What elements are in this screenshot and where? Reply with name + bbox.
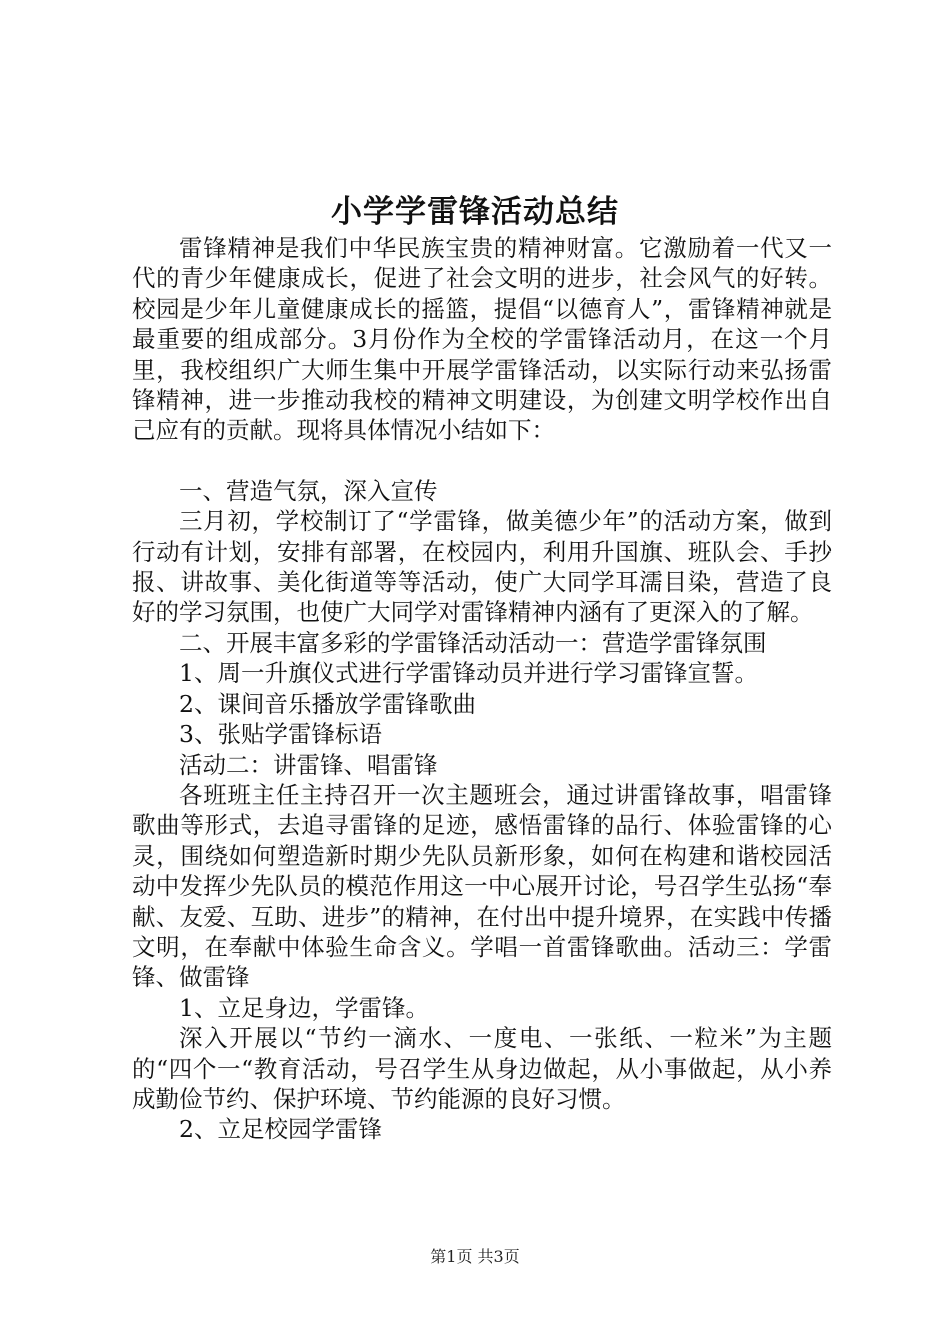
activity-2-paragraph: 各班班主任主持召开一次主题班会，通过讲雷锋故事，唱雷锋歌曲等形式，去追寻雷锋的足迹，感悟雷锋的品行、体验雷锋的心灵，围绕如何塑造新时期少先队员新形象，如何在构建和谐校园活动中发挥少先队员的模范作用这一中心展开讨论，号召学生弘扬“奉献、友爱、互助、进步”的精神，在付出中提升境界，在实践中传播文明，在奉献中体验生命含义。学唱一首雷锋歌曲。活动三：学雷锋、做雷锋 bbox=[132, 780, 832, 992]
activity-3-item-1: 1、立足身边，学雷锋。 bbox=[179, 993, 429, 1022]
list-item-1: 1、周一升旗仪式进行学雷锋动员并进行学习雷锋宣誓。 bbox=[179, 659, 758, 688]
list-item-2: 2、课间音乐播放学雷锋歌曲 bbox=[179, 689, 476, 718]
intro-paragraph: 雷锋精神是我们中华民族宝贵的精神财富。它激励着一代又一代的青少年健康成长，促进了社会文明的进步，社会风气的好转。校园是少年儿童健康成长的摇篮，提倡“以德育人”，雷锋精神就是最重要的组成部分。3月份作为全校的学雷锋活动月，在这一个月里，我校组织广大师生集中开展学雷锋活动，以实际行动来弘扬雷锋精神，进一步推动我校的精神文明建设，为创建文明学校作出自己应有的贡献。现将具体情况小结如下： bbox=[132, 234, 832, 445]
activity-3-item-2: 2、立足校园学雷锋 bbox=[179, 1115, 382, 1144]
page-footer: 第1页 共3页 bbox=[430, 1247, 520, 1266]
activity-3-paragraph: 深入开展以“节约一滴水、一度电、一张纸、一粒米”为主题的“四个一“教育活动，号召学生从身边做起，从小事做起，从小养成勤俭节约、保护环境、节约能源的良好习惯。 bbox=[132, 1024, 832, 1113]
document-body bbox=[132, 233, 832, 1145]
document-title: 小学学雷锋活动总结 bbox=[331, 194, 619, 230]
list-item-3: 3、张贴学雷锋标语 bbox=[179, 720, 382, 749]
section-heading-2: 二、开展丰富多彩的学雷锋活动活动一：营造学雷锋氛围 bbox=[179, 628, 767, 657]
section-heading-1: 一、营造气氛，深入宣传 bbox=[179, 476, 438, 505]
activity-2-heading: 活动二：讲雷锋、唱雷锋 bbox=[179, 750, 438, 779]
section-1-paragraph: 三月初，学校制订了“学雷锋，做美德少年”的活动方案，做到行动有计划，安排有部署，在校园内，利用升国旗、班队会、手抄报、讲故事、美化街道等等活动，使广大同学耳濡目染，营造了良好的学习氛围，也使广大同学对雷锋精神内涵有了更深入的了解。 bbox=[132, 507, 832, 627]
